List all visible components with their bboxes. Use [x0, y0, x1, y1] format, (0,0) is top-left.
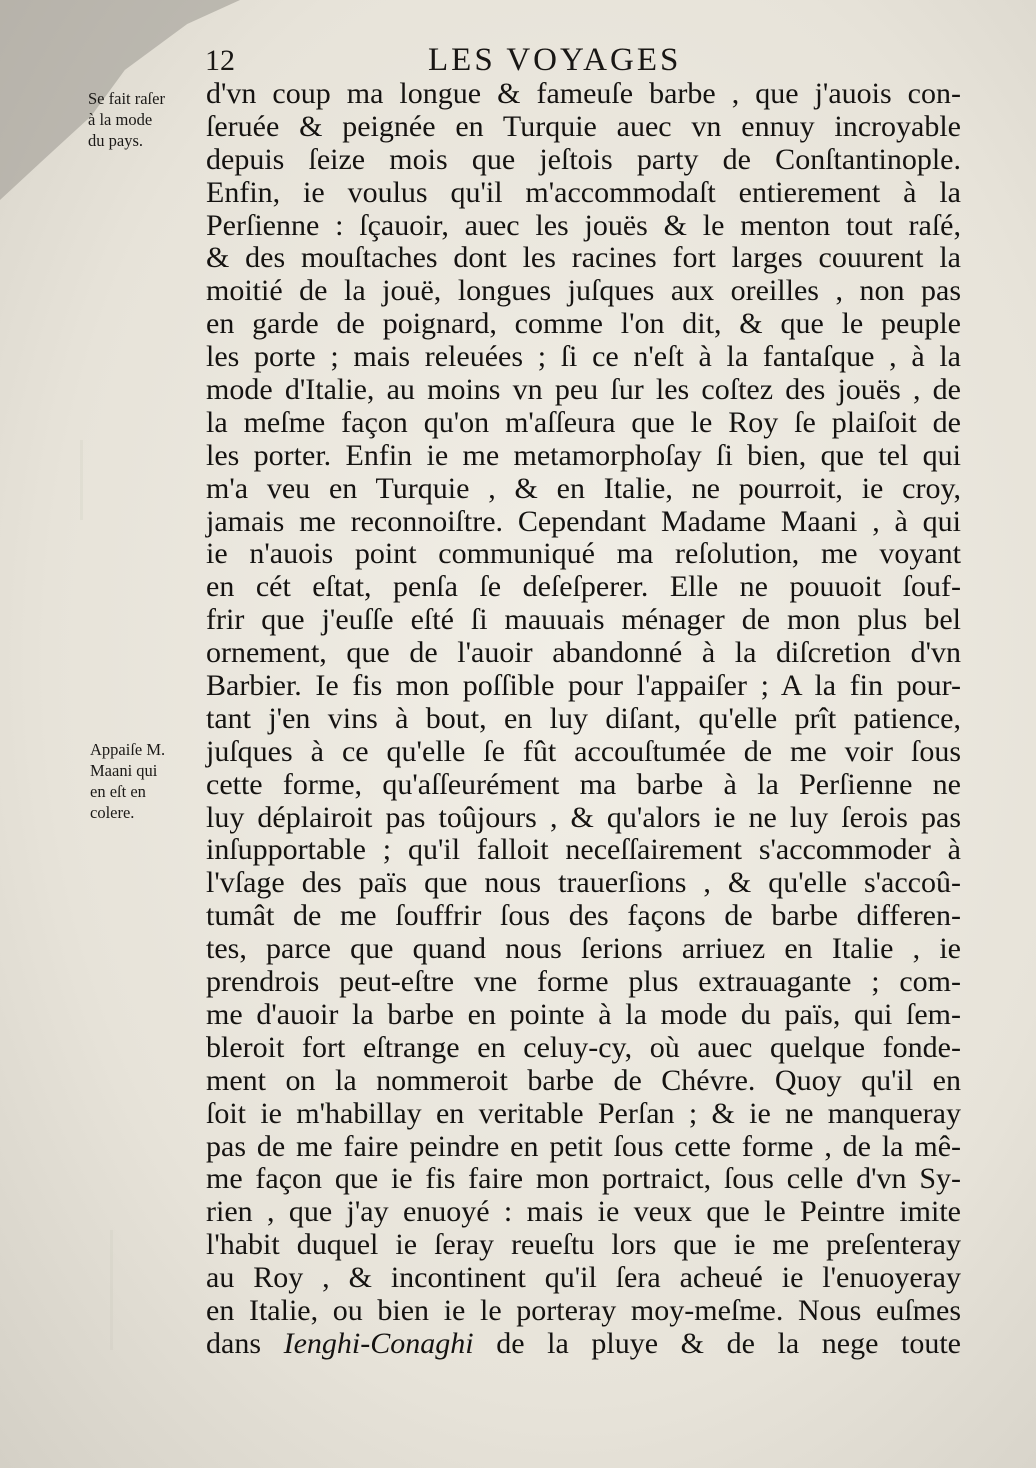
- margin-note-line: Appaiſe M.: [90, 740, 166, 759]
- text-line-last: [206, 1328, 961, 1361]
- text-line: d'vn coup ma longue & fameuſe barbe , que j'auois con-: [206, 77, 961, 110]
- text-line: juſques à ce qu'elle ſe fût accouſtumée de me voir ſous: [206, 734, 961, 768]
- body-text: [206, 78, 961, 1361]
- text-line: prendrois peut-eſtre vne forme plus extrauagante ; com-: [206, 965, 961, 999]
- text-line: les porte ; mais releuées ; ſi ce n'eſt à la fantaſque , à la: [206, 340, 961, 374]
- text-line: tumât de me ſouffrir ſous des façons de barbe differen-: [206, 899, 961, 933]
- margin-note-line: à la mode: [88, 110, 153, 129]
- margin-note: [88, 88, 200, 151]
- text-line: l'vſage des païs que nous trauerſions , & qu'elle s'accoû-: [206, 866, 961, 900]
- text-line: au Roy , & incontinent qu'il ſera acheué ie l'enuoyeray: [206, 1261, 961, 1295]
- text-line: la meſme façon qu'on m'aſſeura que le Roy ſe plaiſoit de: [206, 405, 961, 439]
- text-line: en Italie, ou bien ie le porteray moy-meſme. Nous euſmes: [206, 1293, 961, 1327]
- text-line: ornement, que de l'auoir abandonné à la diſcretion d'vn: [206, 636, 961, 670]
- text-line: en cét eſtat, penſa ſe deſeſperer. Elle ne pouuoit ſouf-: [206, 570, 961, 604]
- margin-note-line: en eſt en: [90, 782, 146, 801]
- text-line: cette forme, qu'aſſeurément ma barbe à la Perſienne ne: [206, 767, 961, 801]
- text-line: me façon que ie fis faire mon portraict, ſous celle d'vn Sy-: [206, 1162, 961, 1196]
- margin-note-line: Maani qui: [90, 761, 158, 780]
- text-line: mode d'Italie, au moins vn peu ſur les coſtez des jouës , de: [206, 373, 961, 407]
- text-line: jamais me reconnoiſtre. Cependant Madame Maani , à qui: [206, 504, 961, 538]
- page-number: 12: [205, 44, 235, 77]
- text-line: & des mouſtaches dont les racines fort larges couurent la: [206, 241, 961, 275]
- text-line: m'a veu en Turquie , & en Italie, ne pourroit, ie croy,: [206, 471, 961, 505]
- text-line: Barbier. Ie fis mon poſſible pour l'appaiſer ; A la fin pour-: [206, 669, 961, 703]
- text-line: inſupportable ; qu'il falloit neceſſairement s'accommoder à: [206, 833, 961, 867]
- running-head: [200, 42, 980, 82]
- text-line: luy déplairoit pas toûjours , & qu'alors ie ne luy ſerois pas: [206, 800, 961, 834]
- text-fragment: dans: [206, 1326, 284, 1360]
- text-line: tes, parce que quand nous ſerions arriuez en Italie , ie: [206, 932, 961, 966]
- margin-note-line: colere.: [90, 803, 135, 822]
- text-line: depuis ſeize mois que jeſtois party de Conſtantinople.: [206, 142, 961, 176]
- show-through-marks: [80, 440, 193, 520]
- text-line: ſoit ie m'habillay en veritable Perſan ; & ie ne manqueray: [206, 1096, 961, 1130]
- text-line: l'habit duquel ie ſeray reueſtu lors que ie me preſenteray: [206, 1228, 961, 1262]
- text-line: pas de me faire peindre en petit ſous cette forme , de la mê-: [206, 1129, 961, 1163]
- text-line: Enfin, ie voulus qu'il m'accommodaſt entierement à la: [206, 175, 961, 209]
- text-line: me d'auoir la barbe en pointe à la mode du païs, qui ſem-: [206, 997, 961, 1031]
- text-line: Perſienne : ſçauoir, auec les jouës & le menton tout raſé,: [206, 208, 961, 242]
- running-title: LES VOYAGES: [428, 42, 682, 78]
- text-line: ment on la nommeroit barbe de Chévre. Quoy qu'il en: [206, 1063, 961, 1097]
- text-fragment: de la pluye & de la nege toute: [473, 1326, 961, 1360]
- text-line: frir que j'euſſe eſté ſi mauuais ménager de mon plus bel: [206, 603, 961, 637]
- text-line: bleroit fort eſtrange en celuy-cy, où auec quelque fonde-: [206, 1030, 961, 1064]
- margin-note: [90, 739, 202, 823]
- text-line: moitié de la jouë, longues juſques aux oreilles , non pas: [206, 274, 961, 308]
- margin-note-line: du pays.: [88, 131, 143, 150]
- text-line: en garde de poignard, comme l'on dit, & que le peuple: [206, 307, 961, 341]
- show-through-marks: [110, 1230, 193, 1350]
- text-line: rien , que j'ay enuoyé : mais ie veux que le Peintre imite: [206, 1195, 961, 1229]
- text-line: les porter. Enfin ie me metamorphoſay ſi bien, que tel qui: [206, 438, 961, 472]
- place-name: Ienghi-Conaghi: [283, 1326, 474, 1360]
- text-line: tant j'en vins à bout, en luy diſant, qu'elle prît patience,: [206, 701, 961, 735]
- margin-note-line: Se fait raſer: [88, 89, 165, 108]
- text-line: ie n'auois point communiqué ma reſolution, me voyant: [206, 537, 961, 571]
- text-line: ſeruée & peignée en Turquie auec vn ennuy incroyable: [206, 109, 961, 143]
